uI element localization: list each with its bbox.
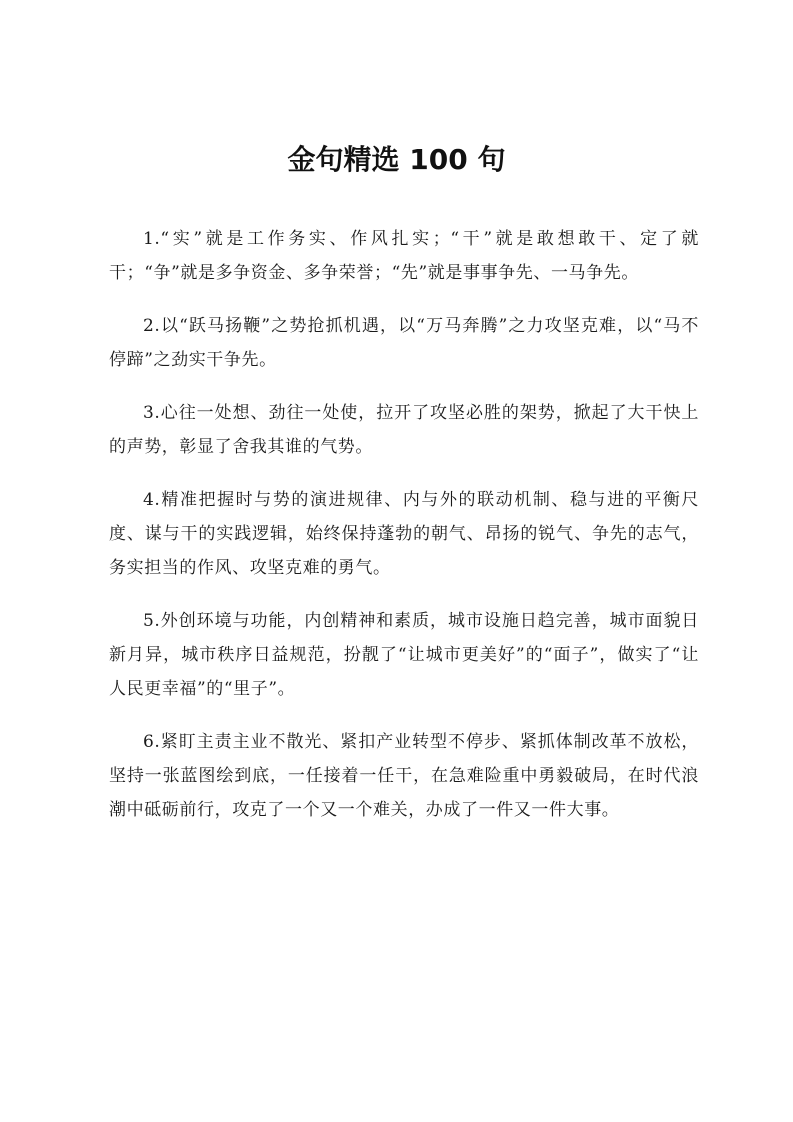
paragraph: 1.“实”就是工作务实、作风扎实；“干”就是敢想敢干、定了就干；“争”就是多争资金、多争荣誉；“先”就是事事争先、一马争先。 [109, 229, 699, 283]
document-body [109, 222, 699, 846]
paragraph: 2.以“跃马扬鞭”之势抢抓机遇，以“万马奔腾”之力攻坚克难，以“马不停蹄”之劲实干争先。 [109, 316, 699, 370]
document-title: 金句精选 100 句 [287, 143, 506, 176]
paragraph: 3.心往一处想、劲往一处使，拉开了攻坚必胜的架势，掀起了大干快上的声势，彰显了舍我其谁的气势。 [109, 403, 699, 457]
paragraph: 4.精准把握时与势的演进规律、内与外的联动机制、稳与进的平衡尺度、谋与干的实践逻辑，始终保持蓬勃的朝气、昂扬的锐气、争先的志气，务实担当的作风、攻坚克难的勇气。 [109, 490, 699, 578]
paragraph: 5.外创环境与功能，内创精神和素质，城市设施日趋完善，城市面貌日新月异，城市秩序日益规范，扮靓了“让城市更美好”的“面子”，做实了“让人民更幸福”的“里子”。 [109, 611, 699, 699]
paragraph: 6.紧盯主责主业不散光、紧扣产业转型不停步、紧抓体制改革不放松，坚持一张蓝图绘到底，一任接着一任干，在急难险重中勇毅破局，在时代浪潮中砥砺前行，攻克了一个又一个难关，办成了一件又一件大事。 [109, 732, 699, 820]
